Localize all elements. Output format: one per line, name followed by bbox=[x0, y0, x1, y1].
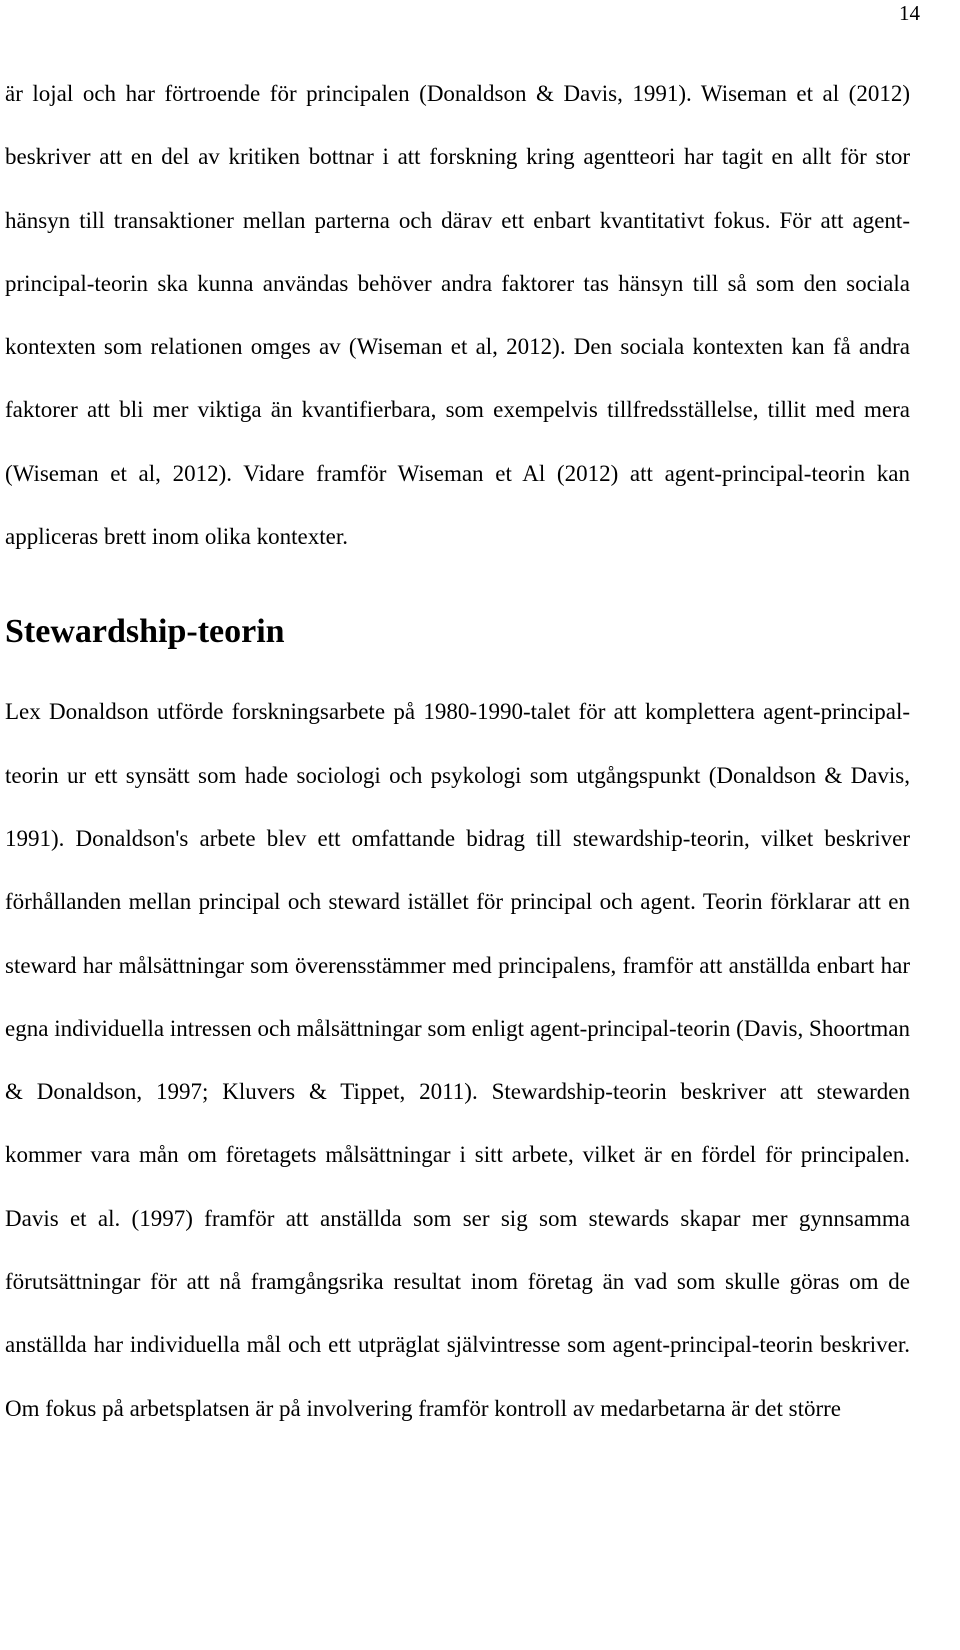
section-heading: Stewardship-teorin bbox=[5, 613, 285, 651]
body-paragraph: är lojal och har förtroende för principalen (Donaldson & Davis, 1991). Wiseman et al (2012) beskriver att en del av kritiken bottnar i att forskning kring agentteori har tagit en allt för stor hänsyn till transaktioner mellan parterna och därav ett enbart kvantitativt fokus. För att agent-principal-teorin ska kunna användas behöver andra faktorer tas hänsyn till så som den sociala kontexten som relationen omges av (Wiseman et al, 2012). Den sociala kontexten kan få andra faktorer att bli mer viktiga än kvantifierbara, som exempelvis tillfredsställelse, tillit med mera (Wiseman et al, 2012). Vidare framför Wiseman et Al (2012) att agent-principal-teorin kan appliceras brett inom olika kontexter. bbox=[5, 81, 910, 550]
document-body bbox=[5, 62, 910, 1440]
body-paragraph: Lex Donaldson utförde forskningsarbete på 1980-1990-talet för att komplettera agent-principal-teorin ur ett synsätt som hade sociologi och psykologi som utgångspunkt (Donaldson & Davis, 1991). Donaldson's arbete blev ett omfattande bidrag till stewardship-teorin, vilket beskriver förhållanden mellan principal och steward istället för principal och agent. Teorin förklarar att en steward har målsättningar som överensstämmer med principalens, framför att anställda enbart har egna individuella intressen och målsättningar som enligt agent-principal-teorin (Davis, Shoortman & Donaldson, 1997; Kluvers & Tippet, 2011). Stewardship-teorin beskriver att stewarden kommer vara mån om företagets målsättningar i sitt arbete, vilket är en fördel för principalen. Davis et al. (1997) framför att anställda som ser sig som stewards skapar mer gynnsamma förutsättningar för att nå framgångsrika resultat inom företag än vad som skulle göras om de anställda har individuella mål och ett utpräglat självintresse som agent-principal-teorin beskriver. Om fokus på arbetsplatsen är på involvering framför kontroll av medarbetarna är det större bbox=[5, 699, 910, 1421]
page-number: 14 bbox=[899, 1, 920, 25]
